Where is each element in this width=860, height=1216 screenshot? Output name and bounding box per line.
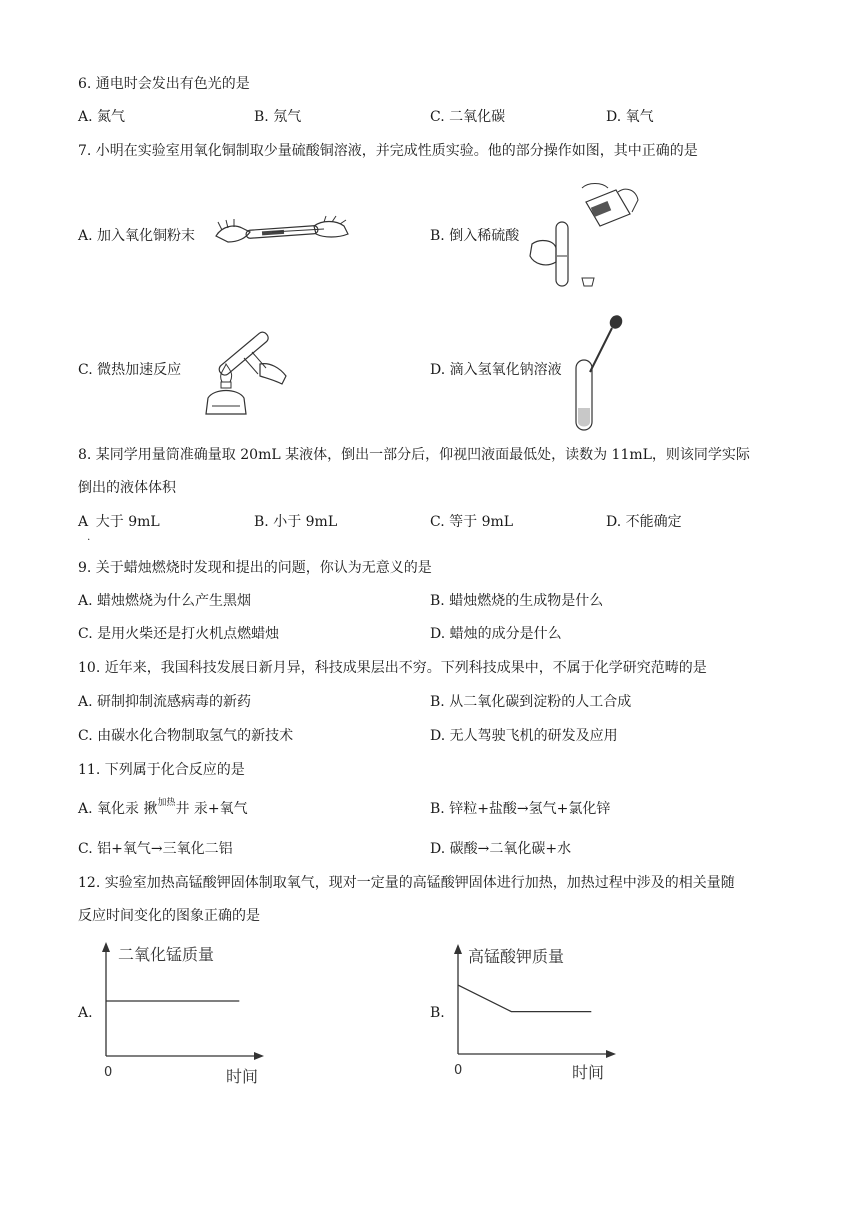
- q11-stem: 11. 下列属于化合反应的是: [78, 762, 245, 778]
- q7-option-d[interactable]: D. 滴入氢氧化钠溶液: [430, 362, 562, 378]
- q10-option-d[interactable]: D. 无人驾驶飞机的研发及应用: [430, 728, 618, 744]
- q8-stem-line1: 8. 某同学用量筒准确量取 20mL 某液体，倒出一部分后，仰视凹液面最低处，读数为 11mL，则该同学实际: [78, 447, 750, 463]
- q10-option-b[interactable]: B. 从二氧化碳到淀粉的人工合成: [430, 694, 632, 710]
- q11-option-b[interactable]: B. 锌粒+盐酸→氢气+氯化锌: [430, 801, 611, 817]
- q10-option-c[interactable]: C. 由碳水化合物制取氢气的新技术: [78, 728, 294, 744]
- q11-option-a-arrow-glyph: 揪: [143, 801, 158, 817]
- chart-b-x-arrow: [606, 1050, 616, 1058]
- q12-option-a[interactable]: A.: [78, 1005, 93, 1021]
- q12-stem-line1: 12. 实验室加热高锰酸钾固体制取氧气，现对一定量的高锰酸钾固体进行加热，加热过程中涉及的相关量随: [78, 875, 735, 891]
- q9-option-c[interactable]: C. 是用火柴还是打火机点燃蜡烛: [78, 626, 280, 642]
- chart-b-origin: 0: [454, 1063, 463, 1078]
- chart-b-y-arrow: [454, 944, 462, 954]
- q6-option-b[interactable]: B. 氖气: [254, 109, 302, 125]
- q8-option-b[interactable]: B. 小于 9mL: [254, 514, 338, 530]
- q9-option-d[interactable]: D. 蜡烛的成分是什么: [430, 626, 562, 642]
- q7-option-a[interactable]: A. 加入氧化铜粉末: [78, 228, 196, 244]
- chart-b-xlabel: 时间: [572, 1063, 605, 1082]
- q7-option-c[interactable]: C. 微热加速反应: [78, 362, 182, 378]
- q7-option-b[interactable]: B. 倒入稀硫酸: [430, 228, 520, 244]
- add-powder-illustration: [212, 214, 352, 250]
- heat-tube-illustration: [194, 318, 294, 418]
- q6-option-a[interactable]: A. 氮气: [78, 109, 126, 125]
- q11-option-a-products: 井 汞+氧气: [175, 801, 248, 817]
- chart-b-series-line: [458, 985, 591, 1012]
- q6-option-d[interactable]: D. 氧气: [606, 109, 654, 125]
- q8-option-a[interactable]: [78, 513, 160, 543]
- chart-a-xlabel: 时间: [226, 1067, 259, 1086]
- chart-a-x-arrow: [254, 1052, 264, 1060]
- q6-stem: 6. 通电时会发出有色光的是: [78, 76, 250, 92]
- q11-option-a-condition: 加热: [157, 798, 176, 808]
- q10-stem: 10. 近年来，我国科技发展日新月异，科技成果层出不穷。下列科技成果中，不属于化学研究范畴的是: [78, 660, 707, 676]
- q11-option-a-reactant: A. 氧化汞: [78, 801, 140, 817]
- q6-option-c[interactable]: C. 二氧化碳: [430, 109, 506, 125]
- q12-option-b[interactable]: B.: [430, 1005, 445, 1021]
- pour-acid-illustration: [526, 182, 646, 292]
- q7-stem: 7. 小明在实验室用氧化铜制取少量硫酸铜溶液，并完成性质实验。他的部分操作如图，其中正确的是: [78, 143, 698, 159]
- q8-option-c[interactable]: C. 等于 9mL: [430, 514, 514, 530]
- q8-option-a-text: 大于 9mL: [95, 514, 160, 530]
- chart-b-svg: [452, 940, 632, 1086]
- q9-option-b[interactable]: B. 蜡烛燃烧的生成物是什么: [430, 593, 604, 609]
- q9-stem: 9. 关于蜡烛燃烧时发现和提出的问题，你认为无意义的是: [78, 560, 432, 576]
- chart-b: [452, 940, 632, 1086]
- q12-stem-line2: 反应时间变化的图象正确的是: [78, 908, 260, 924]
- q11-option-a[interactable]: [78, 800, 248, 820]
- q10-option-a[interactable]: A. 研制抑制流感病毒的新药: [78, 694, 252, 710]
- chart-a-y-arrow: [102, 942, 110, 952]
- chart-a: [100, 938, 280, 1086]
- chart-a-origin: 0: [104, 1065, 113, 1080]
- chart-b-ylabel: 高锰酸钾质量: [468, 947, 565, 966]
- chart-a-ylabel: 二氧化锰质量: [118, 945, 215, 964]
- dropper-illustration: [572, 312, 632, 434]
- q11-option-c[interactable]: C. 铝+氧气→三氧化二铝: [78, 841, 233, 857]
- q8-stem-line2: 倒出的液体体积: [78, 480, 176, 496]
- stray-dot: .: [87, 532, 91, 543]
- q8-option-d[interactable]: D. 不能确定: [606, 514, 682, 530]
- q11-option-d[interactable]: D. 碳酸→二氧化碳+水: [430, 841, 572, 857]
- chart-a-svg: [100, 938, 280, 1086]
- q8-option-a-letter: A: [78, 514, 89, 530]
- q9-option-a[interactable]: A. 蜡烛燃烧为什么产生黑烟: [78, 593, 252, 609]
